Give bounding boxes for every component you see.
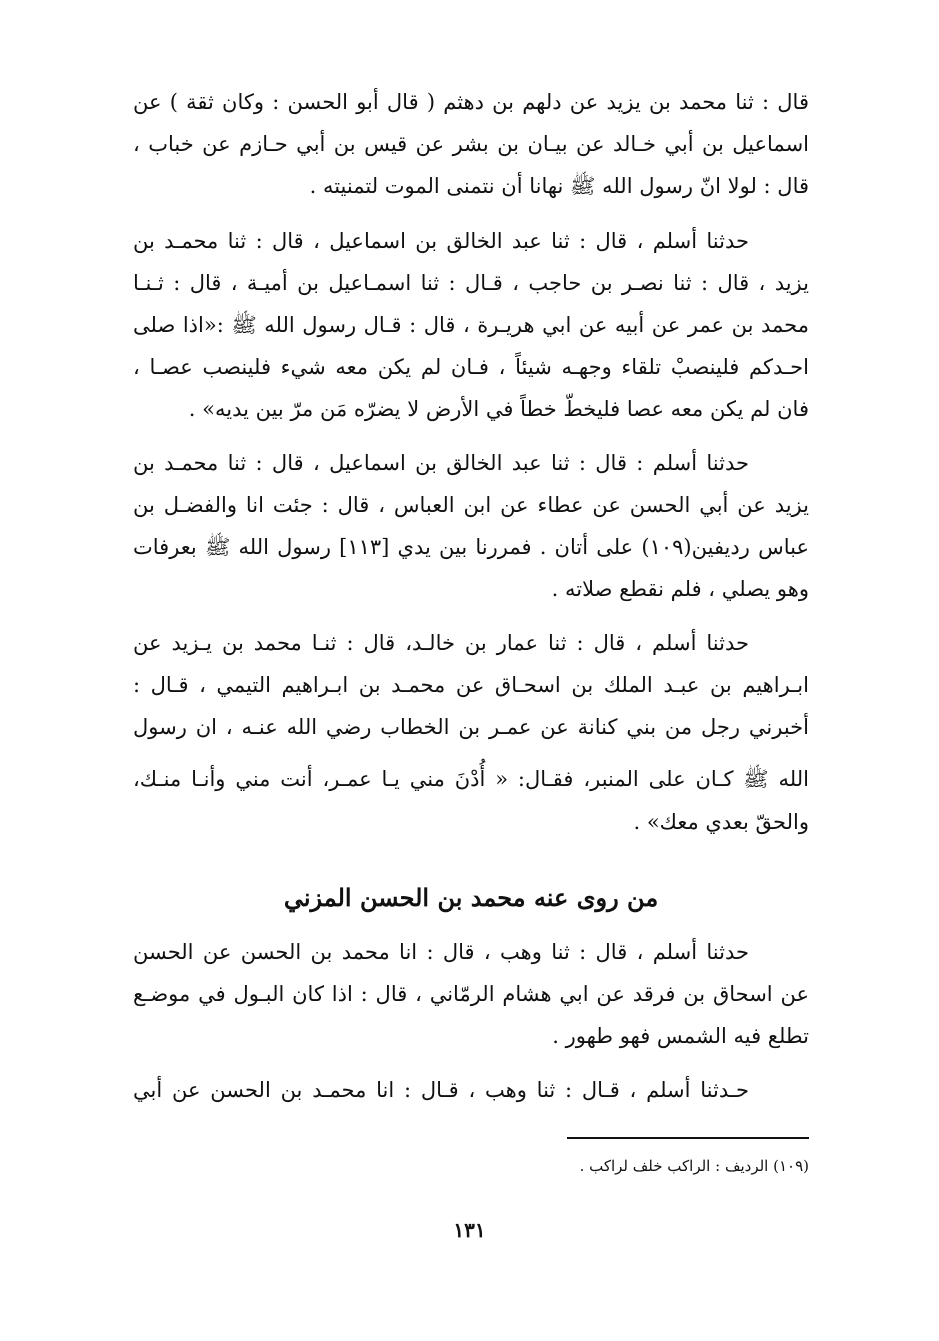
text-line: وهو يصلي ، فلم نقطع صلاته . xyxy=(551,577,809,601)
text-line: حدثنا أسلم ، قال : ثنا عمار بن خالـد، قال : ثنـا محمد بن يـزيد عن xyxy=(133,631,749,655)
text-line: اسماعيل بن أبي خـالد عن بيـان بن بشر عن قيس بن أبي حـازم عن خباب ، xyxy=(133,132,809,156)
text-line: حدثنا أسلم : قال : ثنا عبد الخالق بن اسماعيل ، قال : ثنا محمـد بن xyxy=(133,451,749,475)
text-line: تطلع فيه الشمس فهو طهور . xyxy=(552,1024,809,1048)
text-line: قال : لولا انّ رسول الله ﷺ نهانا أن نتمنى الموت لتمنيته . xyxy=(309,174,809,198)
text-line: احـدكم فلينصبْ تلقاء وجهـه شيئاً ، فـان لم يكن معه شيء فلينصب عصـا ، xyxy=(133,355,809,379)
text-line: عن اسحاق بن فرقد عن ابي هشام الرمّاني ، قال : اذا كان البـول في موضـع xyxy=(133,982,809,1006)
section-heading: من روى عنه محمد بن الحسن المزني xyxy=(283,883,659,912)
footnote-rule xyxy=(567,1137,809,1139)
text-line: قال : ثنا محمد بن يزيد عن دلهم بن دهثم ( قال أبو الحسن : وكان ثقة ) عن xyxy=(133,90,809,114)
text-line: حـدثنا أسلم ، قـال : ثنا وهب ، قـال : انا محمـد بن الحسن عن أبي xyxy=(133,1078,749,1102)
text-line: حدثنا أسلم ، قال : ثنا عبد الخالق بن اسماعيل ، قال : ثنا محمـد بن xyxy=(133,229,749,253)
text-line: عباس رديفين(١٠٩) على أتان . فمررنا بين يدي [١١٣] رسول الله ﷺ بعرفات xyxy=(133,535,809,559)
text-line: والحقّ بعدي معك» . xyxy=(633,810,809,834)
text-line: فان لم يكن معه عصا فليخطّ خطاً في الأرض لا يضرّه مَن مرّ بين يديه» . xyxy=(188,397,809,421)
text-line: ابـراهيم بن عبـد الملك بن اسحـاق عن محمـد بن ابـراهيم التيمي ، قـال : xyxy=(133,673,809,697)
page-number: ١٣١ xyxy=(453,1218,486,1242)
text-line: يزيد عن أبي الحسن عن عطاء عن ابن العباس ، قال : جئت انا والفضـل بن xyxy=(133,493,809,517)
text-line: محمد بن عمر عن أبيه عن ابي هريـرة ، قال : قـال رسول الله ﷺ :«اذا صلى xyxy=(133,313,809,337)
text-line: يزيد ، قال : ثنا نصـر بن حاجب ، قـال : ثنا اسمـاعيل بن أميـة ، قال : ثـنـا xyxy=(133,271,809,295)
footnote: (١٠٩) الرديف : الراكب خلف لراكب . xyxy=(579,1157,809,1175)
text-line: الله ﷺ كـان على المنبر، فقـال: « أُدْنَ مني يـا عمـر، أنت مني وأنـا منـك، xyxy=(133,767,809,791)
text-line: أخبرني رجل من بني كنانة عن عمـر بن الخطاب رضي الله عنـه ، ان رسول xyxy=(133,715,809,739)
text-line: حدثنا أسلم ، قال : ثنا وهب ، قال : انا محمد بن الحسن عن الحسن xyxy=(133,940,749,964)
